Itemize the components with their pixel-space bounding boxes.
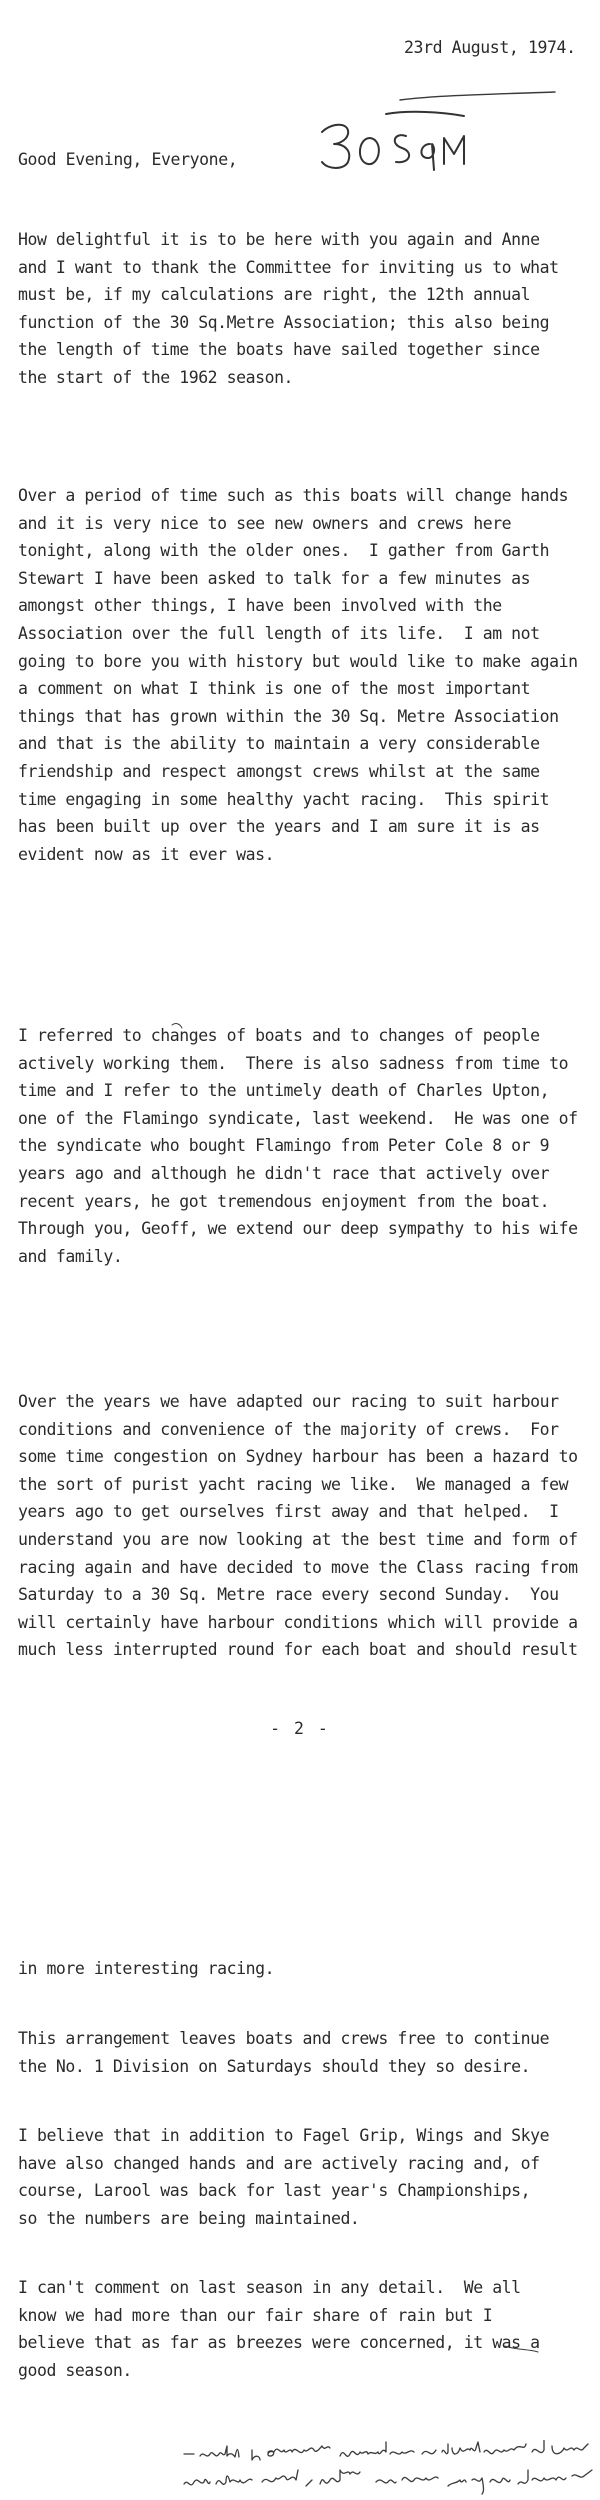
paragraph-6: This arrangement leaves boats and crews free to continue the No. 1 Division on Saturdays should they so desire.	[18, 2029, 550, 2076]
greeting: Good Evening, Everyone,	[18, 150, 238, 169]
paragraph-1: How delightful it is to be here with you again and Anne and I want to thank the Committee for inviting us to what must be, if my calculations are right, the 12th annual function of the 30 Sq.Metre Association; this also being the length of time the boats have sailed together since the start of the 1962 season.	[18, 230, 559, 387]
paragraph-8: I can't comment on last season in any detail. We all know we had more than our fair share of rain but I believe that as far as breezes were concerned, it was a good season.	[18, 2278, 540, 2380]
letter-date: 23rd August, 1974.	[404, 38, 576, 57]
paragraph-4: Over the years we have adapted our racing to suit harbour conditions and convenience of the majority of crews. For some time congestion on Sydney harbour has been a hazard to the sort of purist yacht racing we like. We managed a few years ago to get ourselves first away and that helped. I understand you are now looking at the best time and form of racing again and have decided to move the Class racing from Saturday to a 30 Sq. Metre race every second Sunday. You will certainly have harbour conditions which will provide a much less interrupted round for each boat and should result	[18, 1392, 578, 1660]
paragraph-5: in more interesting racing.	[18, 1959, 275, 1978]
paragraph-7: I believe that in addition to Fagel Grip, Wings and Skye have also changed hands and are actively racing and, of course, Larool was back for last year's Championships, so the numbers are being maintained.	[18, 2126, 550, 2228]
handwritten-heading	[318, 108, 468, 178]
paragraph-3: I referred to changes of boats and to changes of people actively working them. There is also sadness from time to time and I refer to the untimely death of Charles Upton, one of the Flamingo syndicate, last weekend. He was one of the syndicate who bought Flamingo from Peter Cole 8 or 9 years ago and although he didn't race that actively over recent years, he got tremendous enjoyment from the boat. Through you, Geoff, we extend our deep sympathy to his wife and family.	[18, 1026, 578, 1266]
paragraph-2: Over a period of time such as this boats will change hands and it is very nice to see new owners and crews here tonight, along with the older ones. I gather from Garth Stewart I have been asked to talk for a few minutes as amongst other things, I have been involved with the Association over the full length of its life. I am not going to bore you with history but would like to make again a comment on what I think is one of the most important things that has grown within the 30 Sq. Metre Association and that is the ability to maintain a very considerable friendship and respect amongst crews whilst at the same time engaging in some healthy yacht racing. This spirit has been built up over the years and I am sure it is as evident now as it ever was.	[18, 486, 578, 864]
handwritten-annotation	[180, 2440, 600, 2500]
page-number: - 2 -	[270, 1719, 330, 1738]
